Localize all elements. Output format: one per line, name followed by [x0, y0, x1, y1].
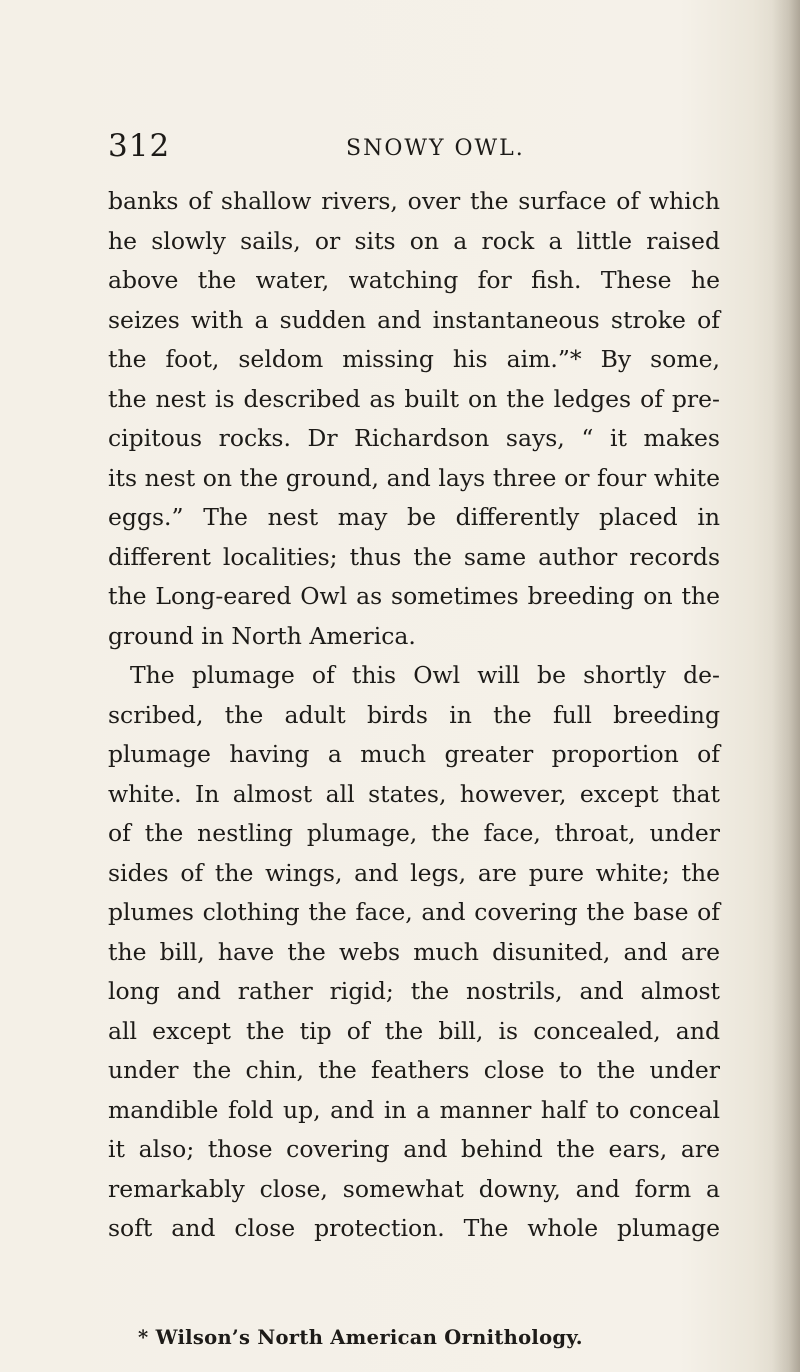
text-line: long and rather rigid; the nostrils, and almost [108, 977, 720, 1005]
body-text [108, 182, 720, 1249]
text-line: he slowly sails, or sits on a rock a little raised [108, 226, 720, 255]
text-line: sides of the wings, and legs, are pure white; the [108, 858, 720, 887]
text-line: all except the tip of the bill, is concealed, and [108, 1016, 720, 1045]
text-line: it also; those covering and behind the ears, are [108, 1135, 720, 1163]
text-line: plumage having a much greater proportion of [108, 740, 720, 768]
text-line: banks of shallow rivers, over the surface of which [108, 187, 720, 215]
page-edge-shadow [772, 0, 800, 1372]
text-line: ground in North America. [108, 621, 416, 650]
text-line: above the water, watching for fish. These he [108, 266, 720, 294]
text-line: its nest on the ground, and lays three or four white [108, 463, 720, 492]
text-line: seizes with a sudden and instantaneous stroke of [108, 305, 720, 334]
text-line: scribed, the adult birds in the full breeding [108, 700, 720, 729]
text-line: plumes clothing the face, and covering the base of [108, 898, 720, 926]
text-line: The plumage of this Owl will be shortly de- [130, 661, 720, 689]
text-line: of the nestling plumage, the face, throat, under [108, 819, 720, 847]
text-line: the nest is described as built on the ledges of pre- [108, 384, 720, 413]
text-line: white. In almost all states, however, except that [108, 779, 720, 808]
page-header [108, 128, 718, 168]
text-line: different localities; thus the same author records [108, 542, 720, 571]
footnote: * Wilson’s North American Ornithology. [138, 1326, 583, 1349]
text-line: cipitous rocks. Dr Richardson says, “ it makes [108, 424, 720, 452]
page-number: 312 [108, 128, 171, 164]
text-line: the foot, seldom missing his aim.”* By some, [108, 345, 720, 373]
text-line: the bill, have the webs much disunited, and are [108, 937, 720, 966]
text-line: soft and close protection. The whole plumage [108, 1214, 720, 1242]
text-line: under the chin, the feathers close to the under [108, 1056, 720, 1084]
running-title: SNOWY OWL. [346, 136, 525, 161]
text-line: eggs.” The nest may be differently placed in [108, 503, 720, 531]
text-line: mandible fold up, and in a manner half to conceal [108, 1095, 720, 1124]
text-line: the Long-eared Owl as sometimes breeding on the [108, 582, 720, 610]
text-line: remarkably close, somewhat downy, and form a [108, 1174, 720, 1203]
